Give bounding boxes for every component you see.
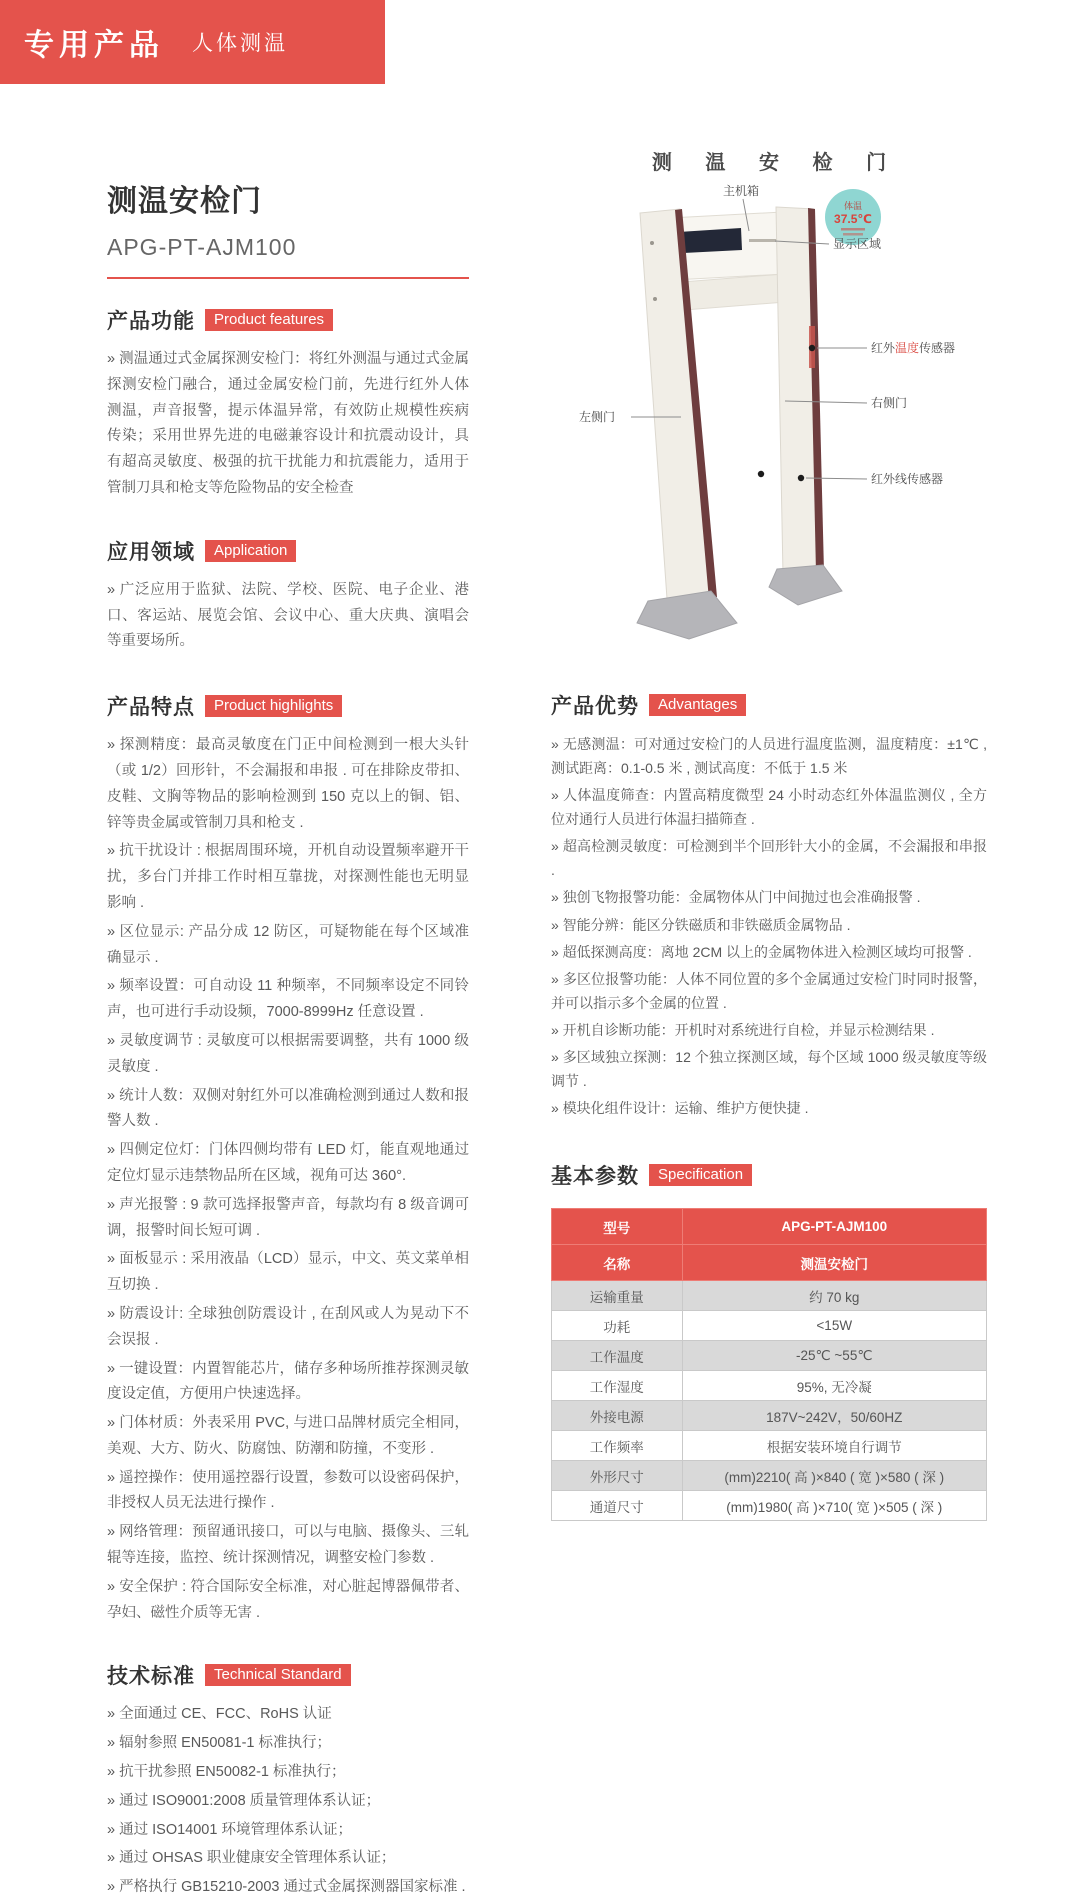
section-title: 产品优势 — [551, 695, 639, 718]
spec-label: 运输重量 — [552, 1281, 683, 1311]
bullet-item: » 安全保护 : 符合国际安全标准，对心脏起博器佩带者、孕妇、磁性介质等无害 . — [107, 1578, 469, 1621]
section-product-features — [107, 305, 469, 502]
badge-small-line — [841, 228, 865, 231]
bullet-item: » 辐射参照 EN50081-1 标准执行； — [107, 1735, 332, 1752]
bullet-item: » 人体温度筛查：内置高精度微型 24 小时动态红外体温监测仪 , 全方位对通行人员进行体温扫描筛查 . — [551, 787, 987, 828]
section-advantages — [551, 690, 987, 1120]
section-title: 产品特点 — [107, 696, 195, 720]
security-door-diagram — [551, 181, 987, 651]
banner-title: 专用产品 — [24, 29, 164, 62]
badge-small-line — [843, 233, 863, 236]
spec-label: 型号 — [552, 1209, 683, 1245]
spec-label: 功耗 — [552, 1311, 683, 1341]
ir-temp-sensor-dot — [809, 345, 815, 351]
bullet-item: » 网络管理：预留通讯接口，可以与电脑、摄像头、三轧辊等连接，监控、统计探测情况，调整安检门参数 . — [107, 1524, 469, 1567]
label-right-door: 右侧门 — [871, 396, 908, 410]
spec-label: 外形尺寸 — [552, 1461, 683, 1491]
bullet-item: » 面板显示 : 采用液晶（LCD）显示，中文、英文菜单相互切换 . — [107, 1251, 469, 1294]
product-model: APG-PT-AJM100 — [107, 234, 297, 260]
badge-label: 体温 — [843, 201, 863, 211]
banner-subtitle: 人体测温 — [192, 32, 288, 55]
spec-value: 约 70 kg — [682, 1281, 987, 1311]
bullet-item: » 独创飞物报警功能：金属物体从门中间抛过也会准确报警 . — [551, 889, 921, 906]
spec-value: (mm)1980( 高 )×710( 宽 )×505 ( 深 ) — [682, 1491, 987, 1521]
spec-value: APG-PT-AJM100 — [682, 1209, 987, 1245]
spec-label: 外接电源 — [552, 1401, 683, 1431]
bullet-item: » 灵敏度调节 : 灵敏度可以根据需要调整，共有 1000 级灵敏度 . — [107, 1032, 469, 1075]
bullet-item: » 测温通过式金属探测安检门：将红外测温与通过式金属探测安检门融合，通过金属安检门前，先进行红外人体测温，声音报警，提示体温异常，有效防止规模性疾病传染；采用世界先进的电磁兼容设计和抗震动设计，具有超高灵敏度、极强的抗干扰能力和抗震能力，适用于管制刀具和枪支等危险物品的安全检查 — [107, 351, 469, 496]
spec-label: 工作湿度 — [552, 1371, 683, 1401]
section-badge: Advantages — [649, 694, 746, 716]
bullet-item: » 严格执行 GB15210-2003 通过式金属探测器国家标准 . — [107, 1879, 466, 1896]
section-badge: Application — [205, 540, 296, 562]
diagram-title: 测 温 安 检 门 — [651, 152, 901, 174]
screw-dot — [653, 297, 657, 301]
bullet-item: » 通过 ISO9001:2008 质量管理体系认证； — [107, 1792, 381, 1809]
label-main-unit: 主机箱 — [723, 184, 760, 198]
bullet-item: » 抗干扰设计 : 根据周围环境，开机自动设置频率避开干扰，多台门并排工作时相互靠拢，对探测性能也无明显影响 . — [107, 843, 469, 911]
section-title: 产品功能 — [107, 310, 195, 333]
section-technical-standard — [107, 1660, 469, 1901]
section-badge: Product highlights — [205, 695, 342, 717]
badge-value: 37.5℃ — [834, 212, 872, 226]
section-badge: Product features — [205, 309, 333, 331]
spec-value: 根据安装环境自行调节 — [682, 1431, 987, 1461]
table-row — [552, 1401, 987, 1431]
bullet-item: » 通过 ISO14001 环境管理体系认证； — [107, 1821, 352, 1838]
bullet-item: » 模块化组件设计：运输、维护方便快捷 . — [551, 1100, 809, 1117]
table-row — [552, 1281, 987, 1311]
divider — [107, 277, 469, 279]
ir-sensor-dot — [798, 475, 804, 481]
bullet-item: » 遥控操作：使用遥控器行设置，参数可以设密码保护，非授权人员无法进行操作 . — [107, 1469, 469, 1512]
bullet-item: » 区位显示: 产品分成 12 防区，可疑物能在每个区域准确显示 . — [107, 923, 469, 966]
table-row — [552, 1371, 987, 1401]
spec-label: 名称 — [552, 1245, 683, 1281]
spec-value: (mm)2210( 高 )×840 ( 宽 )×580 ( 深 ) — [682, 1461, 987, 1491]
category-banner — [0, 0, 385, 84]
spec-table — [551, 1208, 987, 1521]
right-column — [551, 146, 987, 1521]
table-row — [552, 1311, 987, 1341]
label-display-area: 显示区域 — [833, 237, 882, 251]
bullet-item: » 声光报警 : 9 款可选择报警声音，每款均有 8 级音调可调，报警时间长短可调 . — [107, 1196, 469, 1239]
spec-label: 工作频率 — [552, 1431, 683, 1461]
bullet-item: » 多区域独立探测：12 个独立探测区域，每个区域 1000 级灵敏度等级调节 . — [551, 1048, 987, 1090]
section-application — [107, 536, 469, 655]
label-ir-temp-sensor: 红外温度传感器 — [871, 341, 956, 355]
bullet-item: » 统计人数：双侧对射红外可以准确检测到通过人数和报警人数 . — [107, 1087, 469, 1130]
table-row — [552, 1209, 987, 1245]
bullet-item: » 开机自诊断功能：开机时对系统进行自检，并显示检测结果 . — [551, 1021, 935, 1038]
bullet-item: » 无感测温：可对通过安检门的人员进行温度监测，温度精度：±1℃ , 测试距离：0.1-0.5 米 , 测试高度：不低于 1.5 米 — [551, 736, 987, 777]
table-row — [552, 1341, 987, 1371]
table-row — [552, 1245, 987, 1281]
door-right-foot — [769, 565, 842, 605]
bullet-item: » 门体材质：外表采用 PVC, 与进口品牌材质完全相同，美观、大方、防火、防腐蚀、防潮和防撞，不变形 . — [107, 1415, 469, 1457]
section-badge: Technical Standard — [205, 1664, 351, 1686]
section-title: 技术标准 — [107, 1665, 195, 1689]
section-product-highlights — [107, 691, 469, 1626]
spec-value: 187V~242V，50/60HZ — [682, 1401, 987, 1431]
bullet-item: » 超高检测灵敏度：可检测到半个回形针大小的金属，不会漏报和串报 . — [551, 838, 987, 879]
bullet-item: » 探测精度：最高灵敏度在门正中间检测到一根大头针（或 1/2）回形针，不会漏报和串报 . 可在排除皮带扣、皮鞋、文胸等物品的影响检测到 150 克以上的铜、铝、锌等贵金属或管制刀具和枪支 . — [107, 737, 469, 831]
table-row — [552, 1491, 987, 1521]
label-ir-sensor: 红外线传感器 — [871, 472, 944, 486]
spec-label: 通道尺寸 — [552, 1491, 683, 1521]
bullet-item: » 频率设置：可自动设 11 种频率，不同频率设定不同铃声，也可进行手动设频，7000-8999Hz 任意设置 . — [107, 978, 469, 1021]
product-title: 测温安检门 — [107, 185, 262, 218]
spec-label: 工作温度 — [552, 1341, 683, 1371]
spec-value: -25℃ ~55℃ — [682, 1341, 987, 1371]
door-left-foot — [637, 591, 737, 639]
bullet-item: » 超低探测高度：离地 2CM 以上的金属物体进入检测区域均可报警 . — [551, 943, 972, 960]
screw-dot — [650, 241, 654, 245]
spec-value: 测温安检门 — [682, 1245, 987, 1281]
table-row — [552, 1431, 987, 1461]
section-specification — [551, 1160, 987, 1521]
bullet-item: » 通过 OHSAS 职业健康安全管理体系认证； — [107, 1850, 396, 1867]
section-title: 基本参数 — [551, 1165, 639, 1189]
bullet-item: » 多区位报警功能：人体不同位置的多个金属通过安检门时同时报警，并可以指示多个金属的位置 . — [551, 970, 987, 1011]
bullet-item: » 智能分辨：能区分铁磁质和非铁磁质金属物品 . — [551, 916, 851, 933]
bullet-item: » 四侧定位灯：门体四侧均带有 LED 灯，能直观地通过定位灯显示违禁物品所在区域，视角可达 360°. — [107, 1142, 469, 1184]
bullet-item: » 一键设置：内置智能芯片，储存多种场所推荐探测灵敏度设定值，方便用户快速选择。 — [107, 1360, 469, 1403]
bullet-item: » 抗干扰参照 EN50082-1 标准执行； — [107, 1764, 346, 1781]
label-left-door: 左侧门 — [579, 410, 616, 424]
spec-value: <15W — [682, 1311, 987, 1341]
section-badge: Specification — [649, 1164, 752, 1186]
bullet-item: » 防震设计: 全球独创防震设计 , 在刮风或人为晃动下不会误报 . — [107, 1305, 469, 1348]
bullet-item: » 广泛应用于监狱、法院、学校、医院、电子企业、港口、客运站、展览会馆、会议中心、重大庆典、演唱会等重要场所。 — [107, 581, 469, 650]
section-title: 应用领域 — [107, 540, 195, 564]
left-column — [107, 176, 469, 1901]
table-row — [552, 1461, 987, 1491]
bullet-item: » 全面通过 CE、FCC、RoHS 认证 — [107, 1706, 332, 1723]
spec-value: 95%, 无冷凝 — [682, 1371, 987, 1401]
ir-sensor-dot — [758, 471, 764, 477]
